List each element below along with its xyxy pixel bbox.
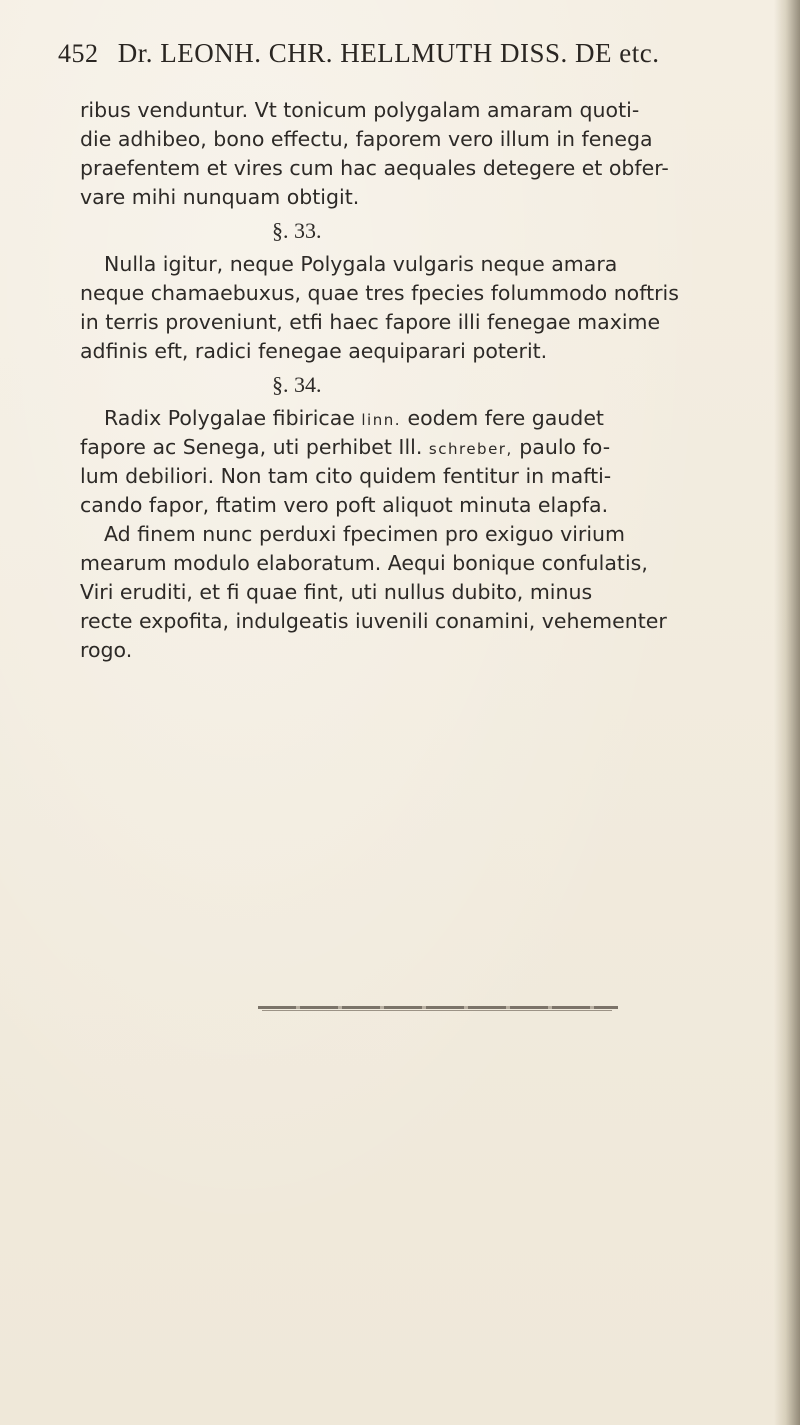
text-fragment: eodem fere gaudet bbox=[401, 406, 604, 430]
text-line: ribus venduntur. Vt tonicum polygalam amaram quoti- bbox=[80, 98, 640, 122]
author-name: linn. bbox=[361, 411, 402, 429]
text-line: praefentem et vires cum hac aequales detegere et obfer- bbox=[80, 156, 669, 180]
text-line: vare mihi nunquam obtigit. bbox=[80, 185, 360, 209]
text-line: mearum modulo elaboratum. Aequi bonique confulatis, bbox=[80, 551, 648, 575]
text-fragment: paulo fo- bbox=[512, 435, 611, 459]
end-rule-underline bbox=[262, 1010, 612, 1011]
text-line: neque chamaebuxus, quae tres fpecies folummodo noftris bbox=[80, 281, 679, 305]
text-line: rogo. bbox=[80, 638, 133, 662]
text-line: lum debiliori. Non tam cito quidem fentitur in mafti- bbox=[80, 464, 612, 488]
page-number: 452 bbox=[58, 39, 99, 68]
section-number-33: §. 33. bbox=[272, 218, 322, 243]
text-line: Viri eruditi, et fi quae fint, uti nullus dubito, minus bbox=[80, 580, 593, 604]
text-line: in terris proveniunt, etfi haec fapore illi fenegae maxime bbox=[80, 310, 661, 334]
text-line: Nulla igitur, neque Polygala vulgaris neque amara bbox=[104, 252, 618, 276]
text-line: cando fapor, ftatim vero poft aliquot minuta elapfa. bbox=[80, 493, 609, 517]
text-line: die adhibeo, bono effectu, faporem vero illum in fenega bbox=[80, 127, 653, 151]
text-line bbox=[80, 404, 770, 433]
section-number-34: §. 34. bbox=[272, 372, 322, 397]
text-fragment: fapore ac Senega, uti perhibet Ill. bbox=[80, 435, 429, 459]
page-body bbox=[80, 96, 770, 665]
author-name: schreber, bbox=[428, 440, 513, 458]
text-line: adfinis eft, radici fenegae aequiparari poterit. bbox=[80, 339, 548, 363]
end-rule bbox=[258, 1006, 618, 1009]
text-fragment: Radix Polygalae fibiricae bbox=[104, 406, 362, 430]
text-line: recte expofita, indulgeatis iuvenili conamini, vehementer bbox=[80, 609, 667, 633]
page-edge-shadow bbox=[774, 0, 800, 1425]
running-title: Dr. LEONH. CHR. HELLMUTH DISS. DE etc. bbox=[117, 38, 660, 68]
page-header bbox=[58, 38, 768, 78]
text-line bbox=[80, 433, 770, 462]
text-line: Ad finem nunc perduxi fpecimen pro exiguo virium bbox=[104, 522, 626, 546]
